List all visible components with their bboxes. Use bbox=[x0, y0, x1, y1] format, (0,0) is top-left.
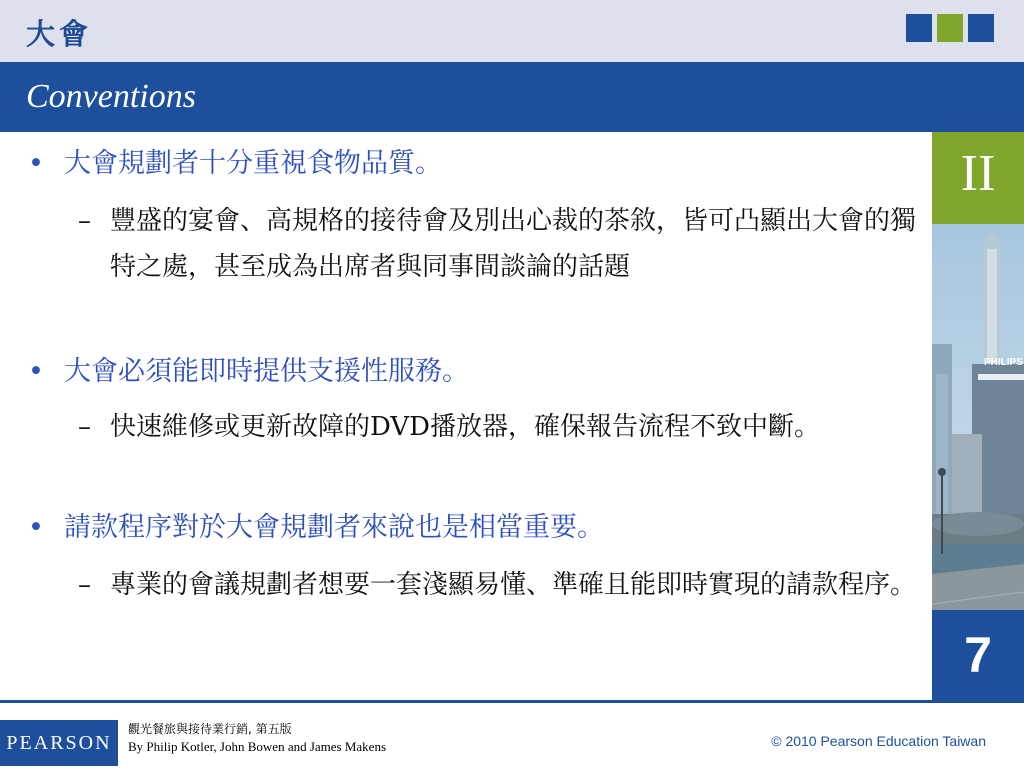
square-green-icon bbox=[937, 14, 963, 42]
bullet-text: 大會規劃者十分重視食物品質。 bbox=[64, 148, 442, 179]
sub-bullet-text: 快速維修或更新故障的DVD播放器，確保報告流程不致中斷。 bbox=[110, 412, 821, 442]
sub-bullet-text: 專業的會議規劃者想要一套淺顯易懂、準確且能即時實現的請款程序。 bbox=[110, 570, 917, 600]
book-authors: By Philip Kotler, John Bowen and James Makens bbox=[128, 739, 387, 754]
title-bar bbox=[0, 0, 1024, 62]
dash-icon: – bbox=[78, 570, 91, 600]
dash-icon: – bbox=[78, 412, 91, 442]
bullet-dot-icon: • bbox=[28, 356, 44, 387]
chapter-number: 7 bbox=[932, 610, 1024, 700]
footer bbox=[0, 703, 1024, 768]
subtitle-bar bbox=[0, 62, 1024, 132]
part-number: II bbox=[932, 132, 1024, 224]
chapter-sidebar bbox=[932, 132, 1024, 700]
decorative-squares bbox=[906, 14, 994, 42]
copyright-text: © 2010 Pearson Education Taiwan bbox=[771, 733, 986, 749]
slide-subtitle: Conventions bbox=[26, 78, 196, 115]
bullet-text: 請款程序對於大會規劃者來說也是相當重要。 bbox=[64, 512, 604, 543]
sub-bullet-text: 豐盛的宴會、高規格的接待會及別出心裁的茶敘，皆可凸顯出大會的獨特之處，甚至成為出席者與同事間談論的話題 bbox=[110, 206, 917, 282]
square-blue-icon bbox=[968, 14, 994, 42]
skyline-sign: PHILIPS bbox=[984, 357, 1023, 368]
dash-icon: – bbox=[78, 206, 91, 236]
book-info bbox=[128, 721, 386, 755]
pearson-logo: PEARSON bbox=[0, 720, 118, 766]
bullet-text: 大會必須能即時提供支援性服務。 bbox=[64, 356, 469, 387]
book-title: 觀光餐旅與接待業行銷, 第五版 bbox=[128, 722, 292, 736]
bullet-dot-icon: • bbox=[28, 148, 44, 179]
slide-title: 大會 bbox=[26, 17, 93, 51]
bullet-dot-icon: • bbox=[28, 512, 44, 543]
square-blue-icon bbox=[906, 14, 932, 42]
slide-content bbox=[0, 132, 930, 700]
